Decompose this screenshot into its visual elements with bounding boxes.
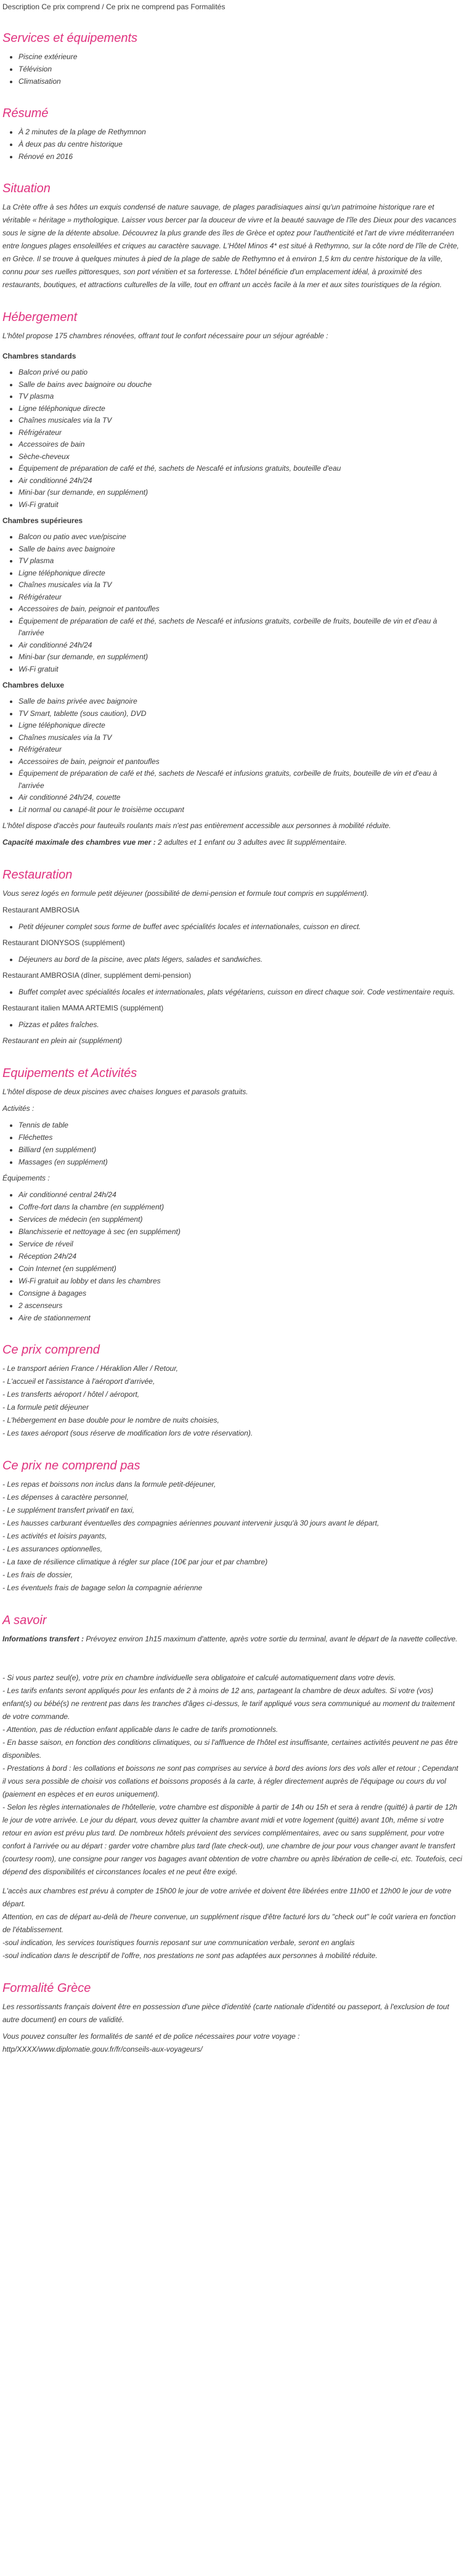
list-item: - Les éventuels frais de bagage selon la compagnie aérienne: [2, 1583, 203, 1592]
list-item: • Rénové en 2016: [18, 150, 462, 163]
list-item: • Service de réveil: [18, 1238, 462, 1250]
note-paragraph: - Attention, pas de réduction enfant applicable dans le cadre de tarifs promotionnels.: [2, 1725, 278, 1734]
list-item: • Coin Internet (en supplément): [18, 1262, 462, 1275]
accessibility-note: L'hôtel dispose d'accès pour fauteuils roulants mais n'est pas entièrement accessible aux personnes à mobilité réduite.: [2, 821, 391, 830]
list-item: • Déjeuners au bord de la piscine, avec plats légers, salades et sandwiches.: [18, 953, 462, 965]
list-item: • Tennis de table: [18, 1119, 462, 1131]
list-item: • Accessoires de bain: [18, 439, 462, 451]
list-item: - Les activités et loisirs payants,: [2, 1532, 107, 1540]
list-item: • Télévision: [18, 63, 462, 75]
restaurant-ambrosia-dinner-title: Restaurant AMBROSIA (dîner, supplément demi-pension): [2, 971, 192, 980]
list-item: - Le supplément transfert privatif en taxi,: [2, 1506, 135, 1514]
capacity-note: [2, 836, 462, 849]
list-item: • Ligne téléphonique directe: [18, 567, 462, 580]
comprend-list: [2, 1362, 462, 1440]
list-item: • Buffet complet avec spécialités locales et internationales, plats végétariens, cuisson en direct chaque soir. Code vestimentaire requis.: [18, 986, 462, 998]
list-item: • Mini-bar (sur demande, en supplément): [18, 651, 462, 664]
list-item: • Coffre-fort dans la chambre (en supplément): [18, 1201, 462, 1213]
list-item: • Petit déjeuner complet sous forme de buffet avec spécialités locales et internationales, cuisson en direct.: [18, 920, 462, 933]
list-item: • Chaînes musicales via la TV: [18, 415, 462, 427]
list-item: - L'accueil et l'assistance à l'aéroport d'arrivée,: [2, 1377, 155, 1386]
transfer-text: Prévoyez environ 1h15 maximum d'attente, après votre sortie du terminal, avant le départ de la navette collective.: [84, 1635, 458, 1643]
note-paragraph: Attention, en cas de départ au-delà de l'heure convenue, un supplément risque d'être facturé lors du "check out" le coût variera en fonction de l'établissement.: [2, 1912, 456, 1934]
list-item: • Aire de stationnement: [18, 1312, 462, 1324]
restaurant-outdoor-title: Restaurant en plein air (supplément): [2, 1036, 123, 1045]
list-item: • Salle de bains avec baignoire: [18, 543, 462, 556]
situation-title: Situation: [2, 182, 51, 195]
list-item: • Balcon privé ou patio: [18, 367, 462, 379]
list-item: • Accessoires de bain, peignoir et pantoufles: [18, 756, 462, 768]
list-item: • Blanchisserie et nettoyage à sec (en supplément): [18, 1225, 462, 1238]
list-item: - Les assurances optionnelles,: [2, 1545, 103, 1553]
comprend-title: Ce prix comprend: [2, 1343, 100, 1357]
hebergement-intro: L'hôtel propose 175 chambres rénovées, offrant tout le confort nécessaire pour un séjour agréable :: [2, 331, 328, 340]
situation-text: La Crète offre à ses hôtes un exquis condensé de nature sauvage, de plages paradisiaques ainsi qu'un patrimoine historique rare et véritable « héritage » mythologique. Laisser vous bercer par la douceur de vivre et la beauté sauvage de l'île des Dieux pour des vacances sous le signe de la détente absolue. Découvrez la plus grande des îles de Grèce et optez pour l'authenticité et l'art de vivre méditerranéen entre longues plages ensoleillées et criques au caractère sauvage. L'Hôtel Minos 4* est situé à Rethymno, sur la côte nord de l'île de Crète, en Grèce. Il se trouve à quelques minutes à pied de la plage de sable de Rethymno et à environ 1,5 km du centre historique de la ville, connu pour ses ruelles pittoresques, son port vénitien et sa forteresse. L'hôtel bénéficie d'un emplacement idéal, à proximité des restaurants, boutiques, et attractions culturelles de la ville, tout en offrant un accès facile à la mer et aux sites touristiques de la région.: [2, 203, 459, 289]
equipements-title: Equipements et Activités: [2, 1067, 137, 1080]
superior-rooms-list: [2, 531, 462, 675]
list-item: • Wi-Fi gratuit au lobby et dans les chambres: [18, 1275, 462, 1287]
list-item: • Billiard (en supplément): [18, 1144, 462, 1156]
note-paragraph: -soul indication dans le descriptif de l'offre, nos prestations ne sont pas adaptées aux personnes à mobilité réduite.: [2, 1951, 378, 1960]
capacity-value: 2 adultes et 1 enfant ou 3 adultes avec lit supplémentaire.: [155, 838, 347, 847]
transfer-label: Informations transfert :: [2, 1635, 84, 1643]
activities-title: Activités :: [2, 1104, 35, 1113]
list-item: • Air conditionné central 24h/24: [18, 1188, 462, 1201]
list-item: • Équipement de préparation de café et thé, sachets de Nescafé et infusions gratuits, bouteille d'eau: [18, 463, 462, 475]
deluxe-rooms-title: Chambres deluxe: [2, 681, 65, 689]
list-item: - Les frais de dossier,: [2, 1570, 73, 1579]
resume-title: Résumé: [2, 107, 49, 120]
list-item: • Air conditionné 24h/24, couette: [18, 792, 462, 804]
list-item: • Services de médecin (en supplément): [18, 1213, 462, 1225]
asavoir-notes: [2, 1672, 462, 1962]
list-item: • Réfrigérateur: [18, 744, 462, 756]
list-item: • Ligne téléphonique directe: [18, 720, 462, 732]
ne-comprend-title: Ce prix ne comprend pas: [2, 1459, 140, 1473]
list-item: • Air conditionné 24h/24: [18, 475, 462, 487]
list-item: • 2 ascenseurs: [18, 1299, 462, 1312]
asavoir-title: A savoir: [2, 1614, 47, 1627]
restaurant-ambrosia-dinner-list: [2, 986, 462, 998]
services-list: [2, 51, 462, 87]
note-paragraph: -soul indication, les services touristiques fournis reposant sur une communication verbale, seront en anglais: [2, 1938, 355, 1947]
list-item: • Lit normal ou canapé-lit pour le troisième occupant: [18, 804, 462, 816]
restauration-intro: Vous serez logés en formule petit déjeuner (possibilité de demi-pension et formule tout compris en supplément).: [2, 889, 369, 898]
list-item: • À deux pas du centre historique: [18, 138, 462, 150]
tab-bar[interactable]: Description Ce prix comprend / Ce prix ne comprend pas Formalités: [2, 2, 225, 11]
list-item: - Les transferts aéroport / hôtel / aéroport,: [2, 1390, 140, 1399]
list-item: - La formule petit déjeuner: [2, 1403, 89, 1412]
services-title: Services et équipements: [2, 31, 138, 45]
restaurant-dionysos-title: Restaurant DIONYSOS (supplément): [2, 938, 125, 947]
formalite-health-text: Vous pouvez consulter les formalités de santé et de police nécessaires pour votre voyage :: [2, 2032, 300, 2041]
list-item: • Balcon ou patio avec vue/piscine: [18, 531, 462, 543]
transfer-info: [2, 1633, 462, 1646]
list-item: - Le transport aérien France / Héraklion Aller / Retour,: [2, 1364, 179, 1373]
list-item: • TV Smart, tablette (sous caution), DVD: [18, 708, 462, 720]
list-item: • Massages (en supplément): [18, 1156, 462, 1168]
list-item: • TV plasma: [18, 555, 462, 567]
list-item: • Salle de bains privée avec baignoire: [18, 696, 462, 708]
list-item: • Réfrigérateur: [18, 427, 462, 439]
restaurant-mama-artemis-list: [2, 1018, 462, 1031]
hebergement-title: Hébergement: [2, 311, 78, 324]
list-item: - L'hébergement en base double pour le nombre de nuits choisies,: [2, 1416, 219, 1424]
list-item: • Équipement de préparation de café et thé, sachets de Nescafé et infusions gratuits, corbeille de fruits, bouteille de vin et d'eau à l'arrivée: [18, 616, 462, 640]
restauration-title: Restauration: [2, 868, 73, 882]
standard-rooms-title: Chambres standards: [2, 352, 76, 360]
facilities-list: [2, 1188, 462, 1324]
restaurant-dionysos-list: [2, 953, 462, 965]
list-item: • Pizzas et pâtes fraîches.: [18, 1018, 462, 1031]
note-paragraph: - Si vous partez seul(e), votre prix en chambre individuelle sera obligatoire et calculé automatiquement dans votre devis.: [2, 1673, 396, 1682]
list-item: • À 2 minutes de la plage de Rethymnon: [18, 126, 462, 138]
deluxe-rooms-list: [2, 696, 462, 816]
list-item: • Consigne à bagages: [18, 1287, 462, 1299]
list-item: • Ligne téléphonique directe: [18, 403, 462, 415]
list-item: - Les hausses carburant éventuelles des compagnies aériennes pouvant intervenir jusqu'à 30 jours avant le départ,: [2, 1519, 380, 1527]
facilities-title: Équipements :: [2, 1174, 50, 1182]
list-item: • Accessoires de bain, peignoir et pantoufles: [18, 603, 462, 616]
resume-list: [2, 126, 462, 163]
list-item: • Mini-bar (sur demande, en supplément): [18, 487, 462, 499]
list-item: • TV plasma: [18, 391, 462, 403]
list-item: • Climatisation: [18, 75, 462, 87]
page-content: [0, 2, 467, 2056]
formalite-link[interactable]: http/XXXX/www.diplomatie.gouv.fr/fr/conseils-aux-voyageurs/: [2, 2045, 203, 2054]
note-paragraph: - En basse saison, en fonction des conditions climatiques, ou si l'affluence de l'hôtel est insuffisante, certaines activités peuvent ne pas être disponibles.: [2, 1738, 458, 1760]
note-paragraph: L'accès aux chambres est prévu à compter de 15h00 le jour de votre arrivée et doivent être libérées entre 11h00 et 12h00 le jour de votre départ.: [2, 1887, 452, 1908]
list-item: • Piscine extérieure: [18, 51, 462, 63]
list-item: - Les repas et boissons non inclus dans la formule petit-déjeuner,: [2, 1480, 216, 1489]
superior-rooms-title: Chambres supérieures: [2, 516, 83, 525]
list-item: • Fléchettes: [18, 1131, 462, 1144]
list-item: • Wi-Fi gratuit: [18, 664, 462, 676]
list-item: • Sèche-cheveux: [18, 451, 462, 463]
note-paragraph: - Prestations à bord : les collations et boissons ne sont pas comprises au service à bord des avions lors des vols aller et retour ; Cependant il vous sera possible de choisir vos collations et boissons proposés à la carte, à régler directement auprès de l'équipage ou cours du vol (paiement en espèces et en euros uniquement).: [2, 1764, 458, 1798]
list-item: - Les dépenses à caractère personnel,: [2, 1493, 129, 1501]
formalite-title: Formalité Grèce: [2, 1981, 91, 1995]
list-item: • Salle de bains avec baignoire ou douche: [18, 379, 462, 391]
note-paragraph: - Selon les règles internationales de l'hôtellerie, votre chambre est disponible à partir de 14h ou 15h et sera à rendre (quitté) à partir de 12h le jour de votre arrivée. Le jour du départ, vous devez quitter la chambre avant midi et votre logement (quitté) avant 10h, même si votre retour en avion est prévu plus tard. De nombreux hôtels prévoient des services complémentaires, avec ou sans supplément, pour votre confort à l'arrivée ou au départ : garder votre chambre plus tard (late check-out), une chambre de jour pour vous changer avant le transfert (courtesy room), une consigne pour ranger vos bagages avant obtention de votre chambre ou après libération de celle-ci, etc. Toutefois, ceci dépend des disponibilités et circonstances locales et ne peut être exigé.: [2, 1803, 462, 1876]
ne-comprend-list: [2, 1478, 462, 1595]
capacity-label: Capacité maximale des chambres vue mer :: [2, 838, 156, 847]
restaurant-mama-artemis-title: Restaurant italien MAMA ARTEMIS (supplément): [2, 1004, 164, 1012]
list-item: • Équipement de préparation de café et thé, sachets de Nescafé et infusions gratuits, corbeille de fruits, bouteille de vin et d'eau à l'arrivée: [18, 768, 462, 792]
formalite-text: Les ressortissants français doivent être en possession d'une pièce d'identité (carte nationale d'identité ou passeport, à l'exclusion de tout autre document) en cours de validité.: [2, 2002, 449, 2024]
list-item: • Air conditionné 24h/24: [18, 640, 462, 652]
list-item: • Réception 24h/24: [18, 1250, 462, 1262]
list-item: - Les taxes aéroport (sous réserve de modification lors de votre réservation).: [2, 1429, 253, 1437]
list-item: • Réfrigérateur: [18, 591, 462, 604]
list-item: • Wi-Fi gratuit: [18, 499, 462, 511]
list-item: - La taxe de résilience climatique à régler sur place (10€ par jour et par chambre): [2, 1558, 268, 1566]
note-paragraph: - Les tarifs enfants seront appliqués pour les enfants de 2 à moins de 12 ans, partageant la chambre de deux adultes. Si votre (vos) enfant(s) ou bébé(s) ne rentrent pas dans les tranches d'âges ci-dessus, le tarif appliqué vous sera communiqué au moment du traitement de votre commande.: [2, 1686, 455, 1721]
activities-list: [2, 1119, 462, 1168]
list-item: • Chaînes musicales via la TV: [18, 579, 462, 591]
restaurant-ambrosia-list: [2, 920, 462, 933]
restaurant-ambrosia-title: Restaurant AMBROSIA: [2, 906, 79, 914]
list-item: • Chaînes musicales via la TV: [18, 732, 462, 744]
standard-rooms-list: [2, 367, 462, 511]
equipements-intro: L'hôtel dispose de deux piscines avec chaises longues et parasols gratuits.: [2, 1087, 248, 1096]
